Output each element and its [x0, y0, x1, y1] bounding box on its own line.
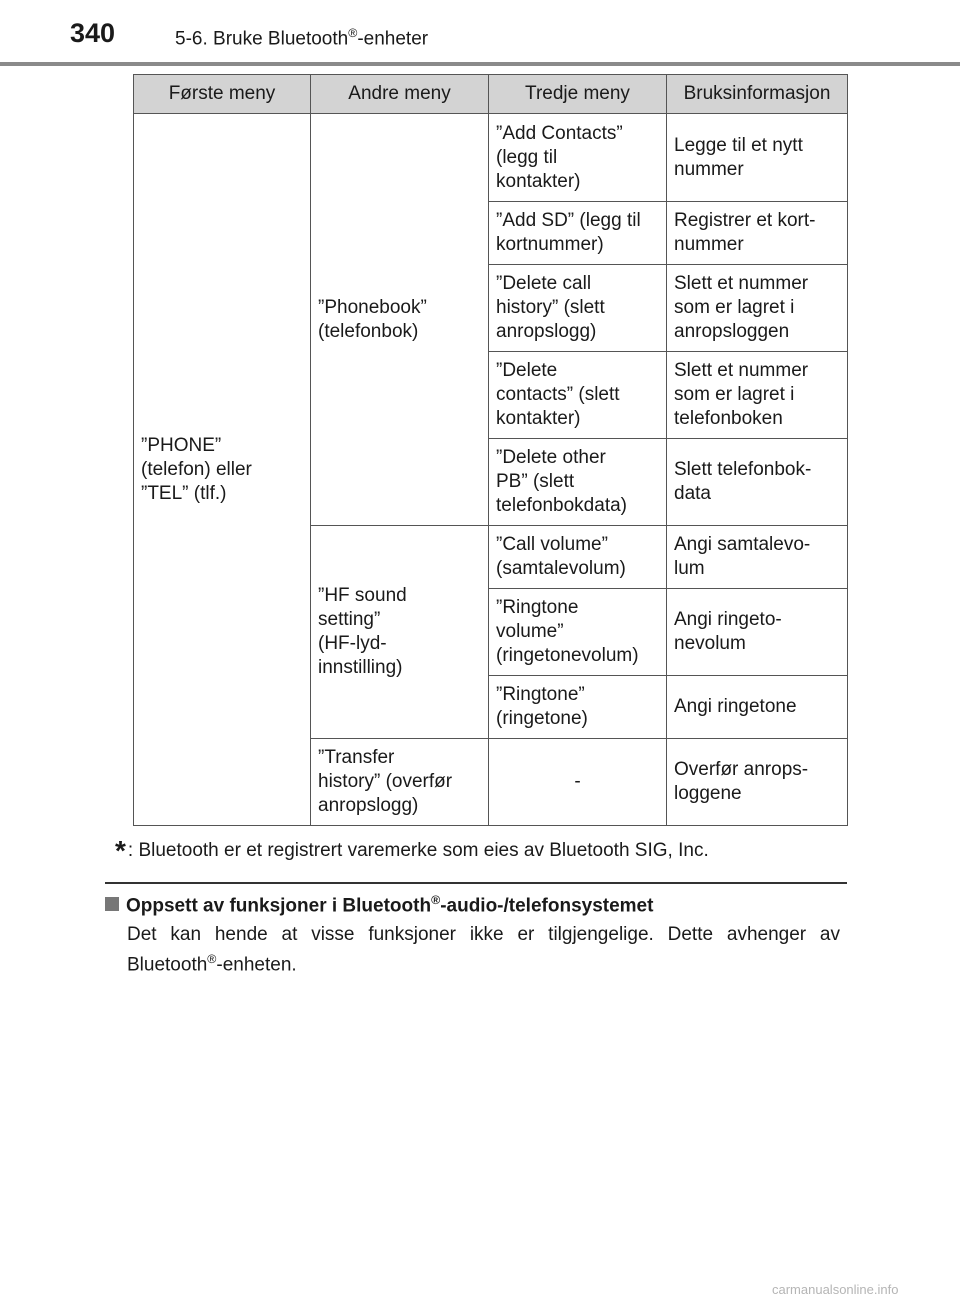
third-menu-cell: - — [489, 739, 667, 826]
page-number: 340 — [70, 18, 116, 48]
third-menu-cell: ”Add SD” (legg til kortnummer) — [489, 202, 667, 265]
footnote-text: : Bluetooth er et registrert varemerke som eies av Bluetooth SIG, Inc. — [127, 840, 709, 861]
info-cell: Angi ringeto- nevolum — [667, 589, 848, 676]
column-header: Tredje meny — [489, 75, 667, 114]
third-menu-cell: ”Call volume” (samtalevolum) — [489, 526, 667, 589]
column-header: Første meny — [134, 75, 311, 114]
page-header — [70, 18, 960, 60]
third-menu-cell: ”Add Contacts” (legg til kontakter) — [489, 114, 667, 202]
column-header: Andre meny — [311, 75, 489, 114]
first-menu-cell: ”PHONE” (telefon) eller ”TEL” (tlf.) — [134, 114, 311, 826]
footnote-marker: * — [115, 835, 126, 866]
info-cell: Slett et nummer som er lagret i anropsloggen — [667, 265, 848, 352]
second-menu-cell: ”Phonebook” (telefonbok) — [311, 114, 489, 526]
column-header: Bruksinformasjon — [667, 75, 848, 114]
info-cell: Angi samtalevo- lum — [667, 526, 848, 589]
info-cell: Overfør anrops- loggene — [667, 739, 848, 826]
third-menu-cell: ”Ringtone volume” (ringetonevolum) — [489, 589, 667, 676]
table-header-row — [134, 75, 848, 114]
third-menu-cell: ”Delete call history” (slett anropslogg) — [489, 265, 667, 352]
third-menu-cell: ”Delete contacts” (slett kontakter) — [489, 352, 667, 439]
third-menu-cell: ”Ringtone” (ringetone) — [489, 676, 667, 739]
footnote — [115, 835, 709, 867]
subsection-title: Oppsett av funksjoner i Bluetooth®-audio-/telefonsystemet — [105, 893, 653, 917]
section-divider — [105, 882, 847, 884]
watermark: carmanualsonline.info — [772, 1282, 899, 1297]
second-menu-cell: ”Transfer history” (overfør anropslogg) — [311, 739, 489, 826]
info-cell: Slett et nummer som er lagret i telefonboken — [667, 352, 848, 439]
subsection-body: Det kan hende at visse funksjoner ikke er tilgjengelige. Dette avhenger av Bluetooth®-enheten. — [127, 924, 840, 976]
info-cell: Slett telefonbok- data — [667, 439, 848, 526]
table-row — [134, 114, 848, 202]
info-cell: Angi ringetone — [667, 676, 848, 739]
header-divider — [0, 62, 960, 66]
section-title: 5-6. Bruke Bluetooth®-enheter — [175, 26, 429, 50]
menu-table — [133, 74, 848, 826]
info-cell: Registrer et kort- nummer — [667, 202, 848, 265]
info-cell: Legge til et nytt nummer — [667, 114, 848, 202]
third-menu-cell: ”Delete other PB” (slett telefonbokdata) — [489, 439, 667, 526]
second-menu-cell: ”HF sound setting” (HF-lyd- innstilling) — [311, 526, 489, 739]
square-bullet-icon — [105, 897, 119, 911]
